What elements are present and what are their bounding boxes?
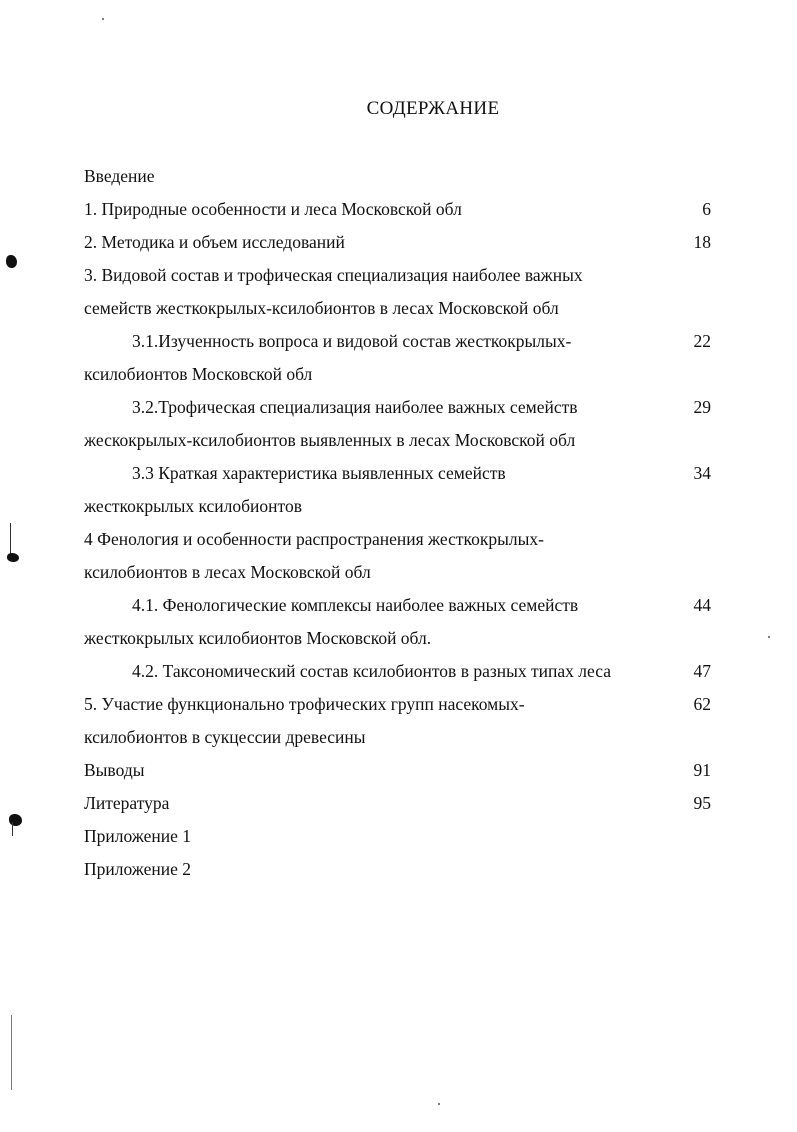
toc-page-number: 34 [693,463,711,483]
toc-page-number: 47 [693,661,711,681]
toc-entry-text: 1. Природные особенности и леса Московской обл [84,199,462,219]
toc-entry-text: 3.3 Краткая характеристика выявленных семейств [132,463,506,483]
toc-entry-text: 5. Участие функционально трофических групп насекомых- [84,694,525,714]
toc-page-number: 22 [693,331,711,351]
toc-page-number: 62 [693,694,711,714]
toc-line [84,160,714,193]
scan-mark [12,822,13,836]
toc-line [84,688,714,721]
toc-entry-text: 3.2.Трофическая специализация наиболее важных семейств [132,397,578,417]
toc-entry-text: 3. Видовой состав и трофическая специализация наиболее важных [84,265,583,285]
toc-line [84,292,714,325]
scan-speck [768,636,770,638]
toc-line [84,193,714,226]
toc-line [84,721,714,754]
toc-line [84,754,714,787]
toc-entry-text: ксилобионтов в лесах Московской обл [84,562,371,582]
toc-entry-text: Приложение 2 [84,859,192,879]
toc-line [84,556,714,589]
toc-entry-text: ксилобионтов Московской обл [84,364,313,384]
toc-entry-text: 3.1.Изученность вопроса и видовой состав жесткокрылых- [132,331,572,351]
toc-entry-text: 2. Методика и объем исследований [84,232,345,252]
scan-speck [438,1103,440,1105]
scan-speck [102,18,104,20]
toc-line [84,589,714,622]
toc-line [84,259,714,292]
toc-page-number: 29 [693,397,711,417]
toc-line [84,358,714,391]
toc-entry-text: семейств жесткокрылых-ксилобионтов в лесах Московской обл [84,298,559,318]
scan-blot [9,814,22,826]
toc-line [84,391,714,424]
toc-line [84,424,714,457]
scan-mark [11,1015,12,1090]
toc-entry-text: жесткокрылых ксилобионтов Московской обл. [84,628,432,648]
toc-line [84,820,714,853]
scan-mark [10,523,11,555]
scan-blot [7,553,19,562]
toc-page-number: 91 [693,760,711,780]
toc-page-number: 18 [693,232,711,252]
toc-line [84,622,714,655]
toc-entry-text: ксилобионтов в сукцессии древесины [84,727,366,747]
toc-entry-text: Выводы [84,760,145,780]
toc-entry-text: 4 Фенология и особенности распространения жесткокрылых- [84,529,544,549]
toc-entry-text: 4.1. Фенологические комплексы наиболее важных семейств [132,595,579,615]
toc-line [84,490,714,523]
toc-line [84,787,714,820]
toc-line [84,325,714,358]
toc-line [84,655,714,688]
toc-entry-text: 4.2. Таксономический состав ксилобионтов в разных типах леса [132,661,611,681]
toc-page-number: 6 [702,199,711,219]
toc-entry-text: Введение [84,166,155,186]
page-title: СОДЕРЖАНИЕ [366,98,500,119]
toc-entry-text: жесткокрылых ксилобионтов [84,496,302,516]
toc-page-number: 95 [693,793,711,813]
toc-line [84,523,714,556]
toc-entry-text: Приложение 1 [84,826,192,846]
toc-line [84,226,714,259]
toc-entry-text: жескокрылых-ксилобионтов выявленных в лесах Московской обл [84,430,576,450]
toc-entry-text: Литература [84,793,170,813]
scan-blot [6,255,17,268]
table-of-contents [84,160,714,886]
toc-page-number: 44 [693,595,711,615]
toc-line [84,457,714,490]
toc-line [84,853,714,886]
